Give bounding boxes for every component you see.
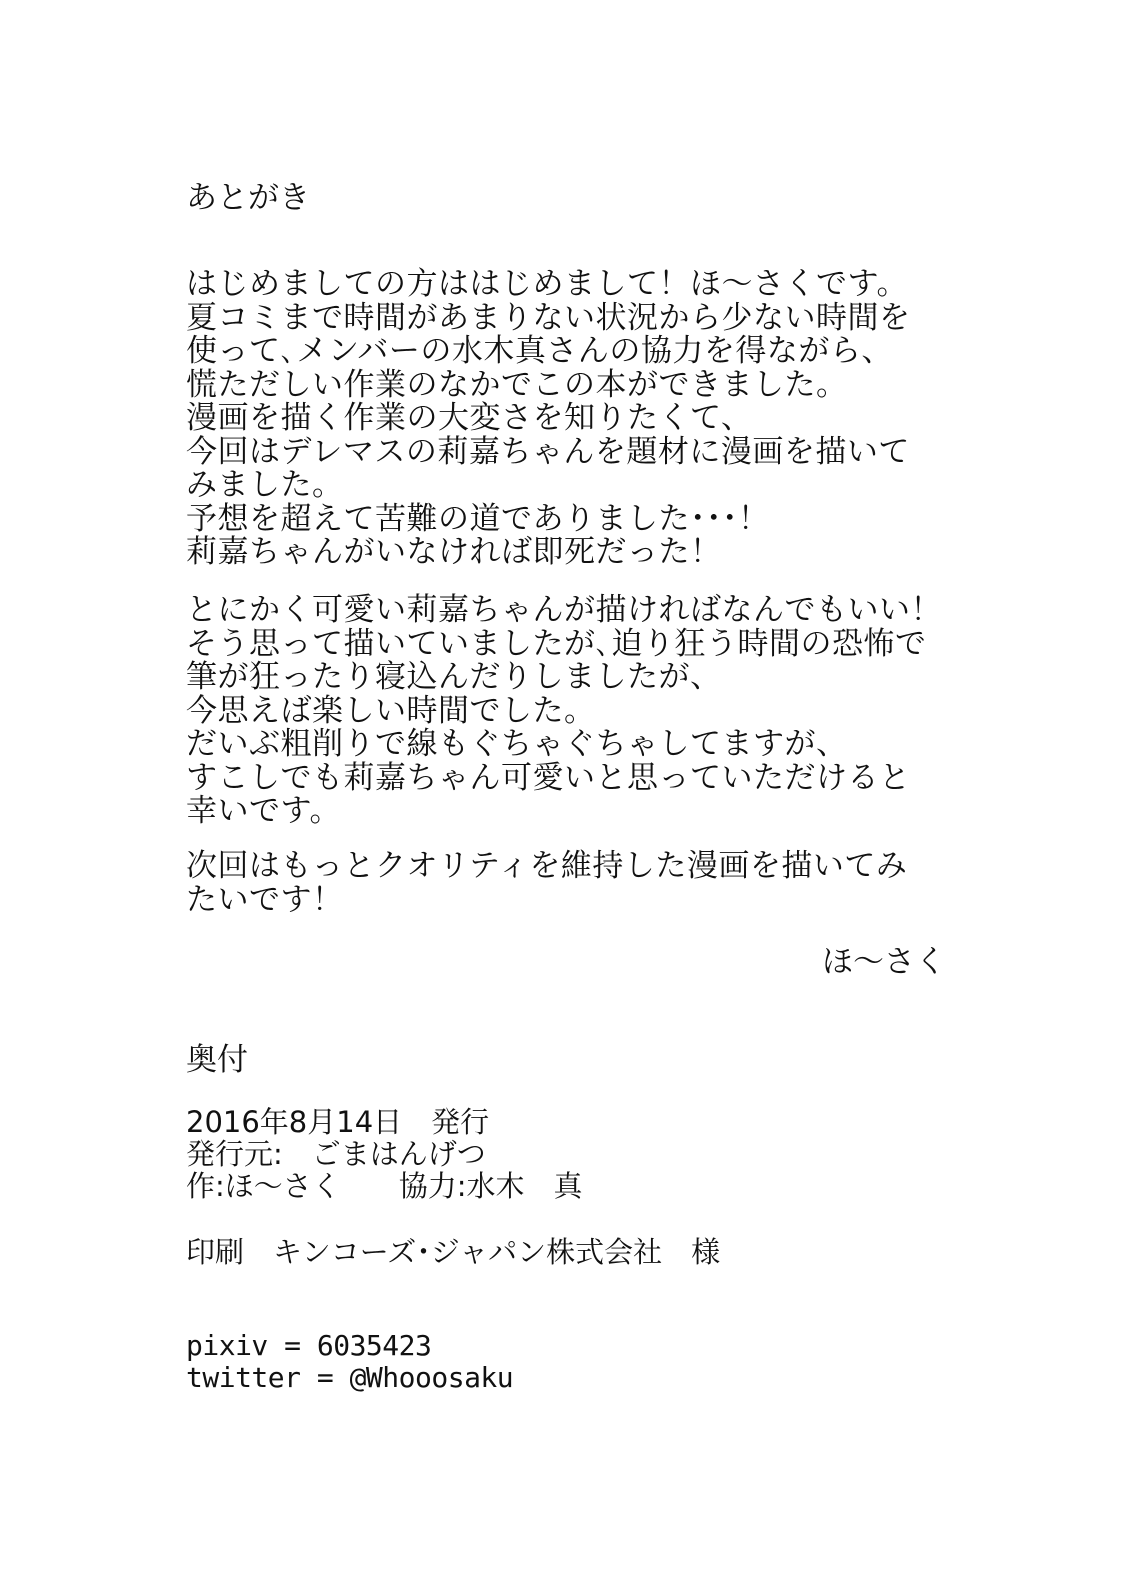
text-line: だいぶ粗削りで線もぐちゃぐちゃしてますが、: [186, 726, 848, 762]
afterword-signature: ほ～さく: [822, 944, 946, 980]
afterword-paragraph-2: [186, 594, 942, 829]
publisher-line: 発行元: ごまはんげつ: [186, 1137, 486, 1171]
twitter-handle: twitter = @Whooosaku: [186, 1361, 514, 1394]
text-line: 筆が狂ったり寝込んだりしましたが、: [186, 659, 722, 695]
text-line: そう思って描いていましたが､迫り狂う時間の恐怖で: [186, 625, 927, 662]
text-line: 幸いです。: [186, 793, 342, 829]
contact-links: [186, 1330, 513, 1394]
text-line: たいです！: [186, 881, 344, 918]
afterword-paragraph-3: [186, 850, 907, 917]
text-line: 今回はデレマスの莉嘉ちゃんを題材に漫画を描いて: [186, 433, 910, 470]
text-line: 漫画を描く作業の大変さを知りたくて、: [186, 400, 753, 436]
text-line: 次回はもっとクオリティを維持した漫画を描いてみ: [186, 848, 908, 884]
afterword-paragraph-1: [186, 268, 911, 570]
text-line: 使って､メンバーの水木真さんの協力を得ながら、: [186, 333, 893, 369]
publication-date: 2016年8月14日 発行: [186, 1105, 490, 1139]
text-line: 莉嘉ちゃんがいなければ即死だった！: [186, 534, 722, 570]
text-line: はじめましての方ははじめまして！ほ～さくです。: [186, 266, 909, 302]
colophon-title: 奥付: [186, 1042, 248, 1078]
text-line: 予想を超えて苦難の道でありました･･･！: [186, 500, 770, 537]
pixiv-id: pixiv = 6035423: [186, 1329, 432, 1362]
colophon-details: [186, 1106, 583, 1202]
text-line: とにかく可愛い莉嘉ちゃんが描ければなんでもいい！: [186, 592, 942, 628]
author-line: 作:ほ～さく 協力:水木 真: [186, 1169, 583, 1203]
afterword-title: あとがき: [186, 180, 310, 216]
text-line: 今思えば楽しい時間でした。: [186, 692, 596, 729]
text-line: 慌ただしい作業のなかでこの本ができました。: [186, 366, 848, 403]
printer-line: 印刷 キンコーズ･ジャパン株式会社 様: [186, 1235, 721, 1269]
text-line: すこしでも莉嘉ちゃん可愛いと思っていただけると: [186, 759, 911, 796]
text-line: 夏コミまで時間があまりない状況から少ない時間を: [186, 299, 911, 336]
text-line: みました。: [186, 467, 344, 503]
